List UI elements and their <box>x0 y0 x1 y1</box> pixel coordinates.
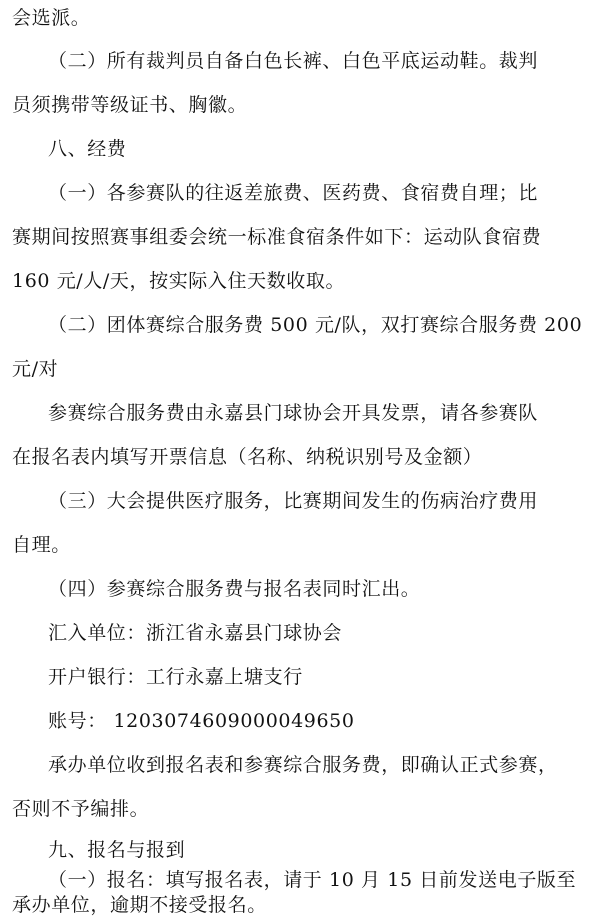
text-line: 账号： 1203074609000049650 <box>48 710 355 732</box>
text-line: 160 元/人/天，按实际入住天数收取。 <box>12 270 346 292</box>
text-line: （一）报名：填写报名表，请于 10 月 15 日前发送电子版至 <box>48 869 577 891</box>
text-line: 否则不予编排。 <box>12 798 150 820</box>
text-line: 汇入单位：浙江省永嘉县门球协会 <box>48 622 343 644</box>
text-line: 承办单位收到报名表和参赛综合服务费，即确认正式参赛， <box>48 754 558 776</box>
text-line: （三）大会提供医疗服务，比赛期间发生的伤病治疗费用 <box>48 490 539 512</box>
section-heading: 九、报名与报到 <box>48 839 186 861</box>
text-line: （四）参赛综合服务费与报名表同时汇出。 <box>48 578 421 600</box>
text-line: 会选派。 <box>12 7 91 29</box>
text-line: 员须携带等级证书、胸徽。 <box>12 94 248 116</box>
text-line: 参赛综合服务费由永嘉县门球协会开具发票，请各参赛队 <box>48 402 539 424</box>
section-heading: 八、经费 <box>48 138 127 160</box>
text-line: 在报名表内填写开票信息（名称、纳税识别号及金额） <box>12 446 483 468</box>
text-line: 承办单位，逾期不接受报名。 <box>12 894 267 916</box>
text-line: 元/对 <box>12 358 59 380</box>
text-line: （二）所有裁判员自备白色长裤、白色平底运动鞋。裁判 <box>48 50 539 72</box>
text-line: 开户银行：工行永嘉上塘支行 <box>48 666 303 688</box>
text-line: 赛期间按照赛事组委会统一标准食宿条件如下：运动队食宿费 <box>12 226 542 248</box>
text-line: （一）各参赛队的往返差旅费、医药费、食宿费自理；比 <box>48 182 539 204</box>
text-line: （二）团体赛综合服务费 500 元/队，双打赛综合服务费 200 <box>48 314 583 336</box>
text-line: 自理。 <box>12 534 71 556</box>
